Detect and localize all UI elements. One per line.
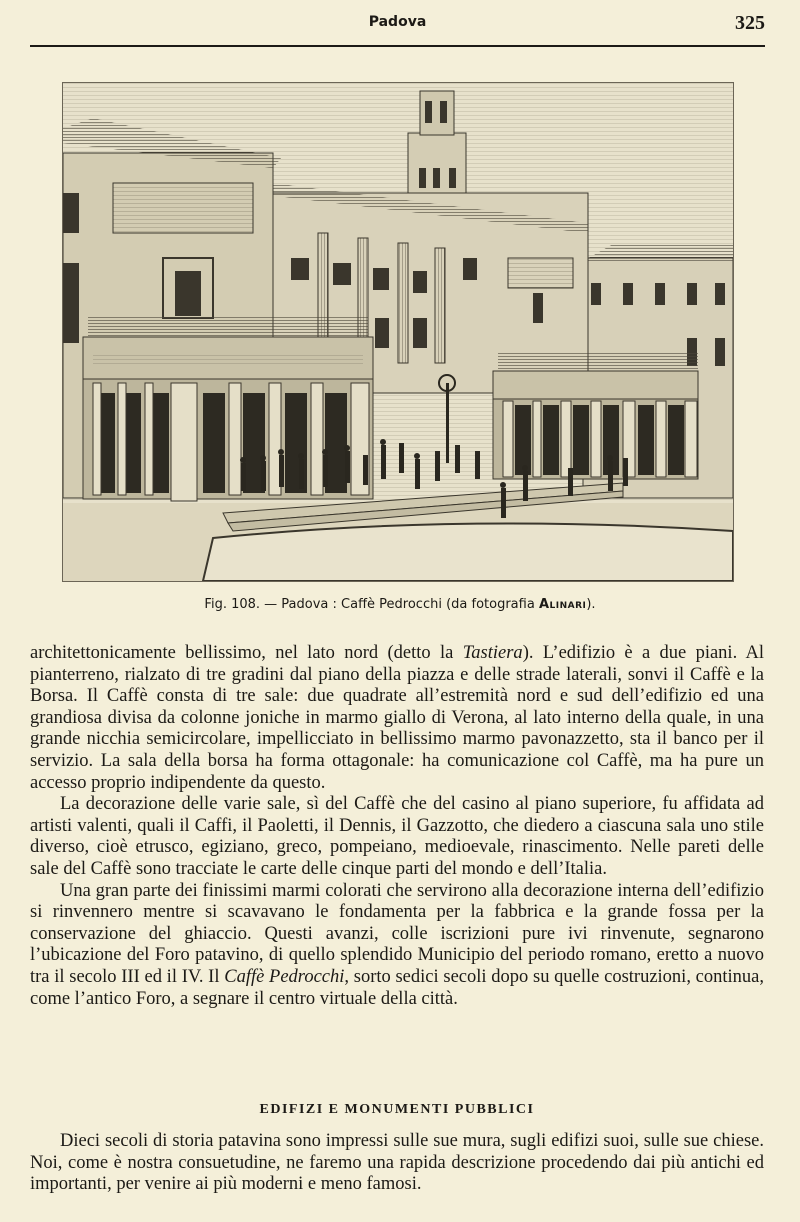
page-number: 325 (735, 12, 765, 34)
paragraph-3 (30, 881, 764, 1011)
figure-engraving (62, 82, 734, 582)
paragraph-1-text-c: ). L’edifizio è a due piani. Al pianterreno, rialzato di tre gradini dal piano della piazza e delle strade laterali, sonvi il Caffè e la Borsa. Il Caffè consta di tre sale: due quadrate all’estremità nord e sud dell’edifizio ed una grandiosa divisa da colonne joniche in marmo giallo di Verona, al lato interno della quale, in una grande nicchia semicircolare, impellicciato in bellissimo marmo pavonazzetto, sta il banco per il servizio. La sala della borsa ha forma ottagonale: ha comunicazione col Caffè, ma ha pure un accesso proprio indipendente da questo. (30, 643, 765, 793)
paragraph-3-text-a: Una gran parte dei finissimi marmi colorati che servirono alla decorazione interna dell’edifizio si rinvennero mentre si scavavano le fondamenta per la fabbrica e la grande fossa per la conservazione del ghiaccio. Questi avanzi, colle iscrizioni pure ivi rinvenute, segnarono l’ubicazione del Foro patavino, di quello splendido Municipio del periodo romano, eretto a nuovo tra il secolo III ed il IV. Il (30, 880, 764, 987)
body-text (30, 643, 764, 1010)
section-heading: EDIFIZI E MONUMENTI PUBBLICI (259, 1102, 535, 1117)
caption-end: ). (586, 597, 596, 612)
section-body (30, 1131, 764, 1196)
paragraph-1-italic: Tastiera (462, 643, 523, 663)
figure-caption (30, 597, 770, 612)
building-illustration (63, 83, 733, 581)
caption-text: Fig. 108. — Padova : Caffè Pedrocchi (da fotografia (204, 597, 539, 612)
page-header (30, 12, 765, 38)
paragraph-1 (30, 643, 764, 794)
header-rule (30, 45, 765, 47)
paragraph-4: Dieci secoli di storia patavina sono impressi sulle sue mura, sugli edifizi suoi, sulle sue chiese. Noi, come è nostra consuetudine, ne faremo una rapida descrizione procedendo dai più antichi ed importanti, per venire ai più moderni e meno famosi. (30, 1131, 764, 1195)
paragraph-3-italic: Caffè Pedrocchi (224, 966, 345, 987)
paragraph-2: La decorazione delle varie sale, sì del Caffè che del casino al piano superiore, fu affidata ad artisti valenti, quali il Caffi, il Paoletti, il Dennis, il Gazzotto, che diedero a ciascuna sala uno stile diverso, cioè etrusco, egiziano, greco, pompeiano, medioevale, rinascimento. Nelle pareti delle sale del Caffè sono tracciate le carte delle cinque parti del mondo e dell’Italia. (30, 794, 764, 879)
paragraph-3-text-c: , sorto sedici secoli dopo su quelle costruzioni, continua, come l’antico Foro, a segnare il centro virtuale della città. (30, 966, 765, 1009)
running-head: Padova (368, 14, 427, 30)
caption-credit: Alinari (538, 597, 587, 612)
paragraph-1-text-a: architettonicamente bellissimo, nel lato nord (detto la (30, 643, 463, 663)
